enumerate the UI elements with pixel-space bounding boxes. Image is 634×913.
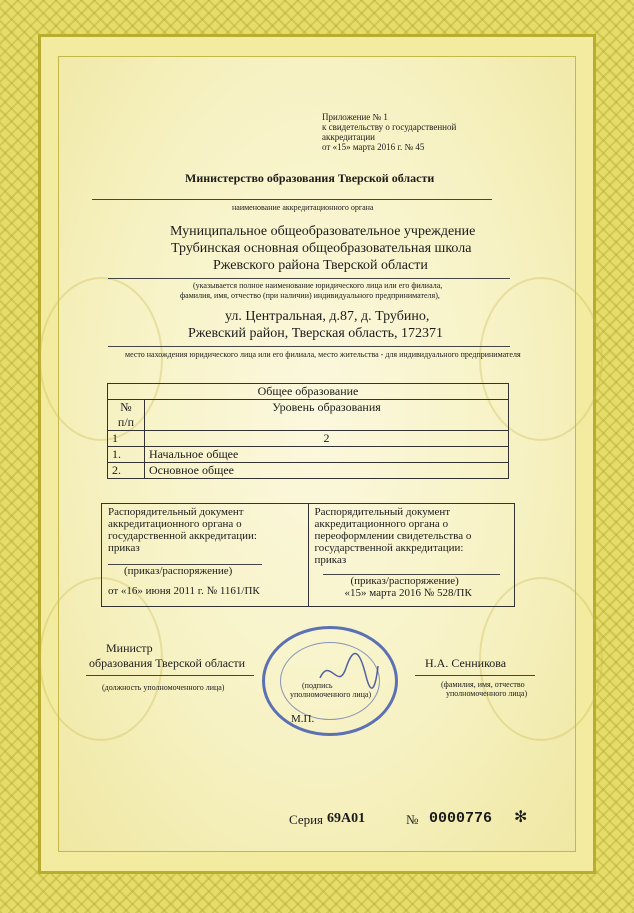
signer-name: Н.А. Сенникова [425,656,507,670]
doc-line: приказ [314,554,347,566]
row-level: Начальное общее [145,447,509,463]
series-value: 69А01 [327,811,366,826]
document-left [102,504,309,607]
institution-caption: (указывается полное наименование юридического лица или его филиала, [193,281,443,290]
authority-name: Министерство образования Тверской области [185,171,435,185]
signer-position: Министр [106,641,153,655]
doc-line: приказ [108,542,140,554]
row-level: Основное общее [145,463,509,479]
index-cell: 2 [145,431,509,447]
table-row [108,447,509,463]
doc-date: от «16» июня 2011 г. № 1161/ПК [108,585,260,597]
annex-line: Приложение № 1 [322,112,388,122]
signature-caption: уполномоченного лица) [290,690,372,699]
certificate-number: 0000776 [429,810,493,827]
annex-block [322,112,482,152]
annex-line: от «15» марта 2016 г. № 45 [322,142,425,152]
document-right [308,504,515,607]
doc-line: аккредитационного органа о [108,518,242,530]
doc-line: Распорядительный документ [314,506,451,518]
signer-position: образования Тверской области [89,656,246,670]
divider [415,675,535,676]
divider [86,675,254,676]
education-table-title: Общее образование [108,384,509,400]
institution-line: Муниципальное общеобразовательное учреждение [170,224,476,239]
documents-table [101,503,515,607]
row-number: 1. [108,447,145,463]
authority-caption: наименование аккредитационного органа [232,203,374,212]
doc-line: аккредитационного органа о [314,518,449,530]
number-label: № [406,812,419,827]
header-text: № [120,400,132,414]
signature-caption: (подпись [302,681,333,690]
row-number: 2. [108,463,145,479]
doc-date: «15» марта 2016 № 528/ПК [344,587,472,599]
education-table [107,383,509,479]
divider [92,199,492,200]
index-cell: 1 [108,431,145,447]
divider [108,346,510,347]
doc-line: государственной аккредитации: [108,530,257,542]
doc-line: переоформлении свидетельства о [314,530,472,542]
address-line: Ржевский район, Тверская область, 172371 [188,326,443,341]
institution-line: Трубинская основная общеобразовательная школа [171,241,472,256]
doc-line: государственной аккредитации: [314,542,464,554]
doc-type: (приказ/распоряжение) [350,575,459,587]
address-caption: место нахождения юридического лица или его филиала, место жительства - для индивидуального предпринимателя [125,350,521,359]
name-caption: (фамилия, имя, отчество [441,680,525,689]
stamp-label: М.П. [291,713,315,725]
column-header-level: Уровень образования [145,400,509,431]
institution-line: Ржевского района Тверской области [213,258,428,273]
table-row [108,463,509,479]
address-line: ул. Центральная, д.87, д. Трубино, [225,309,430,324]
column-header-number [108,400,145,431]
series-label: Серия [289,812,324,827]
position-caption: (должность уполномоченного лица) [102,683,225,692]
doc-type: (приказ/распоряжение) [124,565,233,577]
institution-caption: фамилия, имя, отчество (при наличии) индивидуального предпринимателя), [180,291,440,300]
annex-line: к свидетельству о государственной [322,122,457,132]
name-caption: уполномоченного лица) [446,689,528,698]
series-mark: ✻ [514,809,528,826]
divider [108,278,510,279]
doc-line: Распорядительный документ [108,506,244,518]
header-text: п/п [117,415,135,429]
annex-line: аккредитации [322,132,375,142]
